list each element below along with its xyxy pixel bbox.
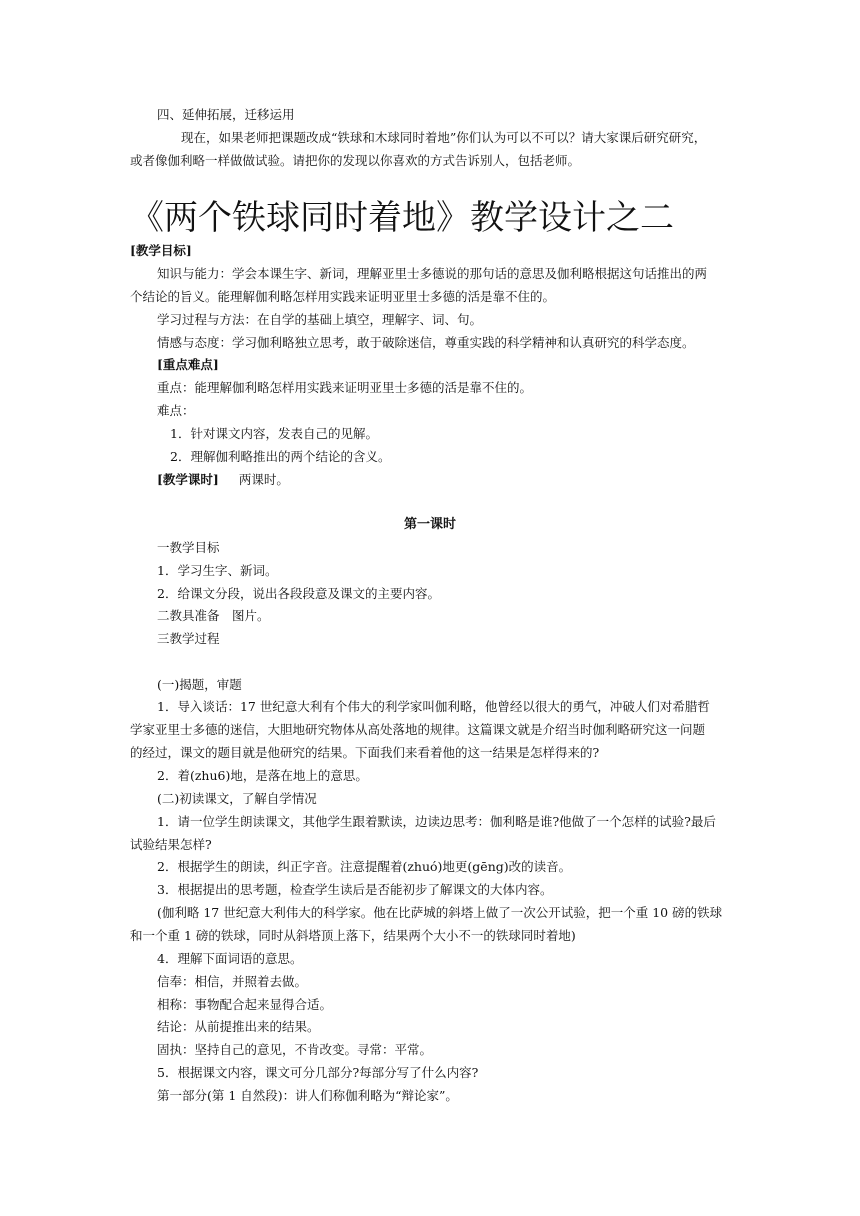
paragraph-line: 难点：	[157, 403, 195, 418]
definition-item: 相称：事物配合起来显得合适。	[157, 997, 333, 1012]
definition-item: 结论：从前提推出来的结果。	[157, 1019, 320, 1034]
definition-item: 信奉：相信，并照着去做。	[157, 974, 308, 989]
paragraph-line: 1．请一位学生朗读课文，其他学生跟着默读，边读边思考：伽利略是谁?他做了一个怎样的试验?最后	[157, 814, 716, 829]
lesson-heading: 第一课时	[403, 517, 456, 532]
paragraph-line: 学习过程与方法：在自学的基础上填空，理解字、词、句。	[157, 312, 483, 327]
paragraph-line: 3．根据提出的思考题，检查学生读后是否能初步了解课文的大体内容。	[157, 882, 553, 897]
step-label: (一)揭题，审题	[157, 677, 242, 692]
list-item: 1．学习生字、新词。	[157, 563, 278, 578]
document-title: 《两个铁球同时着地》教学设计之二	[130, 198, 674, 238]
paragraph-line: 4．理解下面词语的意思。	[157, 951, 303, 966]
paragraph-line: 一教学目标	[157, 540, 220, 555]
paragraph-line: 2．着(zhu6)地，是落在地上的意思。	[157, 768, 368, 783]
section-heading: 四、延伸拓展，迁移运用	[157, 107, 295, 122]
list-item: 2．给课文分段，说出各段段意及课文的主要内容。	[157, 586, 440, 601]
paragraph-line: 1．导入谈话：17 世纪意大利有个伟大的利学家叫伽利略，他曾经以很大的勇气，冲破人们对希腊哲	[157, 699, 710, 714]
paragraph-line: 5．根据课文内容，课文可分几部分?每部分写了什么内容?	[157, 1065, 479, 1080]
paragraph-line: 知识与能力：学会本课生字、新词，理解亚里士多德说的那句话的意思及伽利略根据这句话推出的两	[157, 266, 708, 281]
paragraph-line: 的经过，课文的题目就是他研究的结果。下面我们来看着他的这一结果是怎样得来的?	[130, 745, 600, 760]
paragraph-line: 重点：能理解伽利略怎样用实践来证明亚里士多德的活是靠不住的。	[157, 380, 533, 395]
paragraph-line: 个结论的旨义。能理解伽利略怎样用实践来证明亚里士多德的活是靠不住的。	[130, 289, 556, 304]
paragraph-line: 试验结果怎样?	[130, 837, 212, 852]
periods-label: [教学课时]	[157, 472, 219, 487]
list-item: 2．理解伽利略推出的两个结论的含义。	[170, 449, 391, 464]
paragraph-line: 现在，如果老师把课题改成“铁球和木球同时着地”你们认为可以不可以？请大家课后研究研究，	[181, 130, 707, 145]
paragraph-line: 二教具准备 图片。	[157, 608, 270, 623]
paragraph-line: 学家亚里士多德的迷信，大胆地研究物体从高处落地的规律。这篇课文就是介绍当时伽利略研究这一问题	[130, 722, 706, 737]
goals-label: [教学目标]	[130, 243, 192, 258]
list-item: 1．针对课文内容，发表自己的见解。	[170, 426, 378, 441]
step-label: (二)初读课文，了解自学情况	[157, 791, 317, 806]
paragraph-line: 2．根据学生的朗读，纠正字音。注意提醒着(zhuó)地更(gēng)改的读音。	[157, 859, 572, 874]
paragraph-line: 第一部分(第 1 自然段)：讲人们称伽利略为“辩论家”。	[157, 1088, 458, 1103]
paragraph-line: 三教学过程	[157, 631, 220, 646]
paragraph-line: 或者像伽利略一样做做试验。请把你的发现以你喜欢的方式告诉别人，包括老师。	[130, 153, 581, 168]
periods-value: 两课时。	[238, 472, 289, 487]
definition-item: 固执：坚持自己的意见，不肯改变。寻常：平常。	[157, 1042, 433, 1057]
keypoints-label: [重点难点]	[157, 357, 219, 372]
paragraph-line: 情感与态度：学习伽利略独立思考，敢于破除迷信，尊重实践的科学精神和认真研究的科学态度。	[157, 335, 695, 350]
periods-line	[157, 472, 289, 488]
paragraph-line: 和一个重 1 磅的铁球，同时从斜塔顶上落下，结果两个大小不一的铁球同时着地)	[130, 928, 576, 943]
paragraph-line: (伽利略 17 世纪意大利伟大的科学家。他在比萨城的斜塔上做了一次公开试验，把一个重 10 磅的铁球	[157, 905, 723, 920]
